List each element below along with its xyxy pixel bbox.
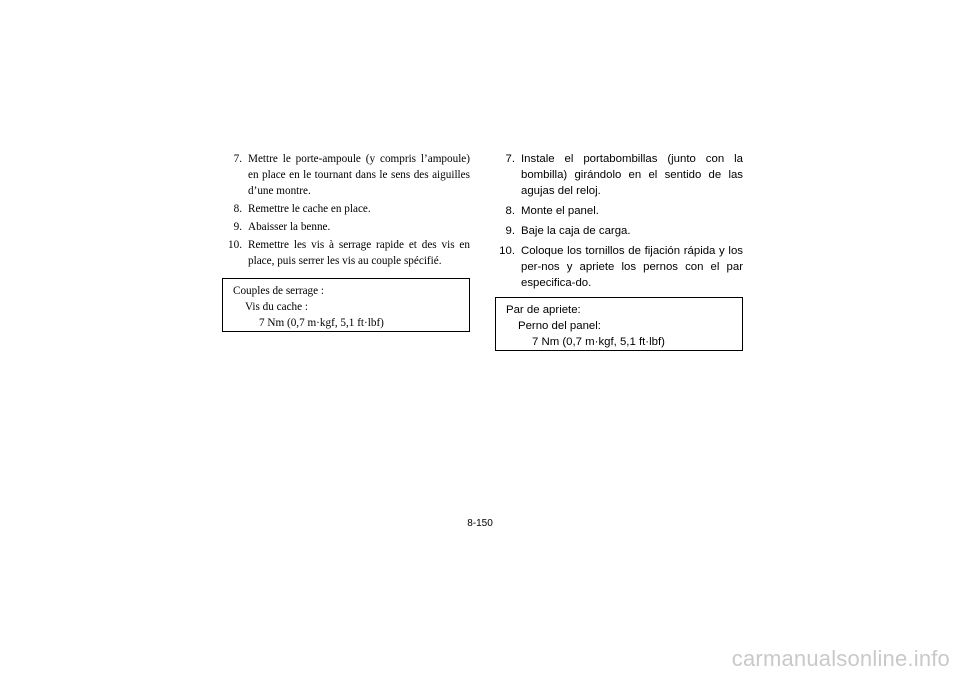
french-torque-spec-box — [222, 278, 470, 332]
step-number: 9. — [233, 221, 242, 233]
step-text: Baje la caja de carga. — [521, 225, 631, 237]
step-number: 7. — [233, 153, 242, 165]
french-steps — [222, 151, 470, 269]
page-number: 8-150 — [467, 518, 493, 529]
french-step-9 — [222, 219, 470, 235]
step-number: 8. — [233, 203, 242, 215]
spec-title: Couples de serrage : — [233, 285, 325, 297]
watermark: carmanualsonline.info — [731, 646, 950, 671]
spanish-steps — [495, 151, 743, 291]
step-text: Remettre le cache en place. — [248, 203, 371, 215]
step-text: Abaisser la benne. — [248, 221, 331, 233]
step-text: Remettre les vis à serrage rapide et des vis en place, puis serrer les vis au couple spécifié. — [248, 239, 470, 267]
french-step-8 — [222, 201, 470, 217]
french-step-10 — [222, 237, 470, 269]
spanish-step-8 — [495, 203, 743, 219]
step-number: 8. — [505, 205, 515, 217]
spec-title: Par de apriete: — [506, 304, 581, 316]
step-number: 7. — [505, 153, 515, 165]
step-text: Coloque los tornillos de fijación rápida y los per-nos y apriete los pernos con el par especifica-do. — [521, 245, 743, 289]
step-text: Mettre le porte-ampoule (y compris l’ampoule) en place en le tournant dans le sens des aiguilles d’une montre. — [248, 153, 470, 197]
french-column — [222, 151, 470, 332]
spanish-column — [495, 151, 743, 351]
step-number: 10. — [499, 245, 515, 257]
step-text: Monte el panel. — [521, 205, 599, 217]
step-number: 9. — [505, 225, 515, 237]
spanish-step-10 — [495, 243, 743, 291]
spec-value: 7 Nm (0,7 m·kgf, 5,1 ft·lbf) — [259, 317, 384, 329]
spec-item: Perno del panel: — [518, 320, 601, 332]
spec-value: 7 Nm (0,7 m·kgf, 5,1 ft·lbf) — [532, 336, 665, 348]
spanish-step-7 — [495, 151, 743, 199]
step-text: Instale el portabombillas (junto con la bombilla) girándolo en el sentido de las agujas del reloj. — [521, 153, 743, 197]
step-number: 10. — [228, 239, 242, 251]
spanish-step-9 — [495, 223, 743, 239]
spanish-torque-spec-box — [495, 297, 743, 351]
french-step-7 — [222, 151, 470, 199]
spec-item: Vis du cache : — [245, 301, 309, 313]
